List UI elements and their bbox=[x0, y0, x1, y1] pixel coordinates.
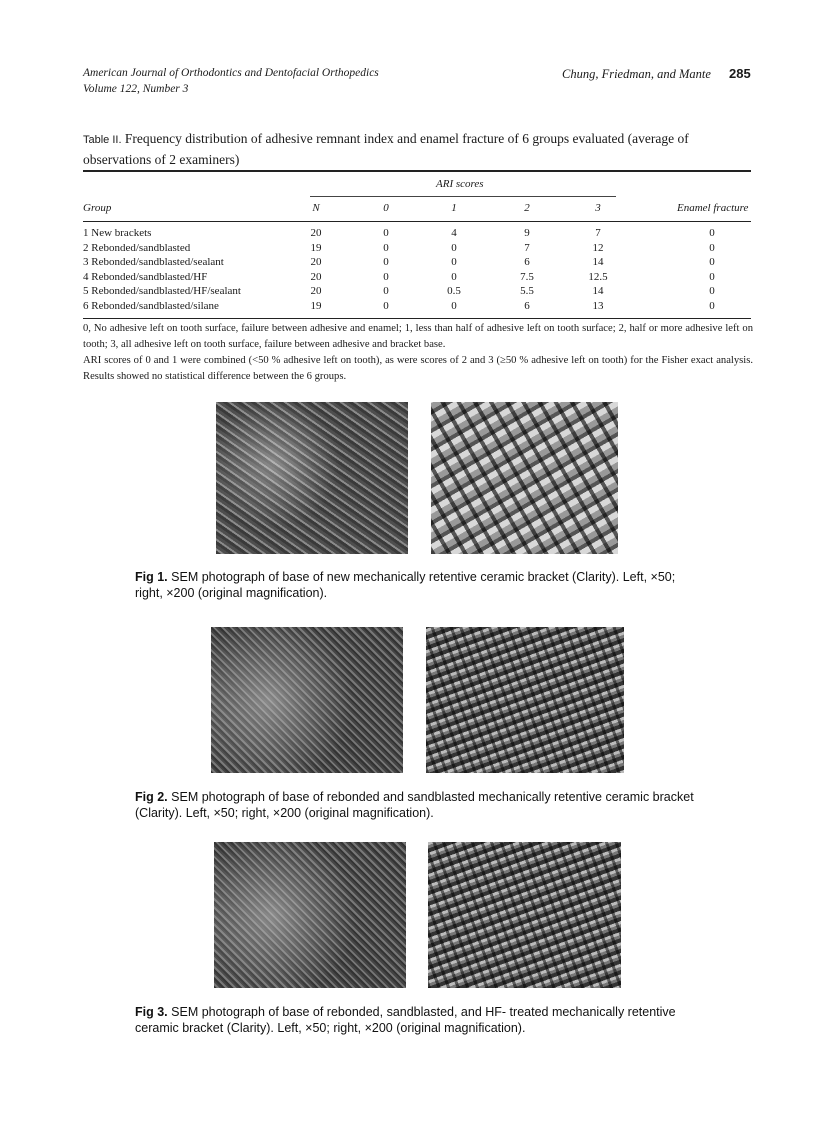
table-footnote-1: 0, No adhesive left on tooth surface, failure between adhesive and enamel; 1, less than half of adhesive left on tooth surface; 2, half or more adhesive left on tooth; 3, all adhesive left on tooth surface, failure between adhesive and bracket base. bbox=[83, 323, 753, 350]
table-cell: 14 bbox=[592, 256, 604, 269]
table-bottom-rule bbox=[83, 318, 751, 319]
page-number: 285 bbox=[729, 66, 751, 81]
col-header-group: Group bbox=[83, 202, 112, 214]
table-cell: 5.5 bbox=[520, 285, 534, 298]
table-top-rule bbox=[83, 170, 751, 172]
table-cell: 0 bbox=[383, 256, 389, 269]
table-cell-group: 3 Rebonded/sandblasted/sealant bbox=[83, 256, 224, 269]
table-cell: 0.5 bbox=[447, 285, 461, 298]
table-cell: 0 bbox=[451, 241, 457, 254]
table-footnote-2: ARI scores of 0 and 1 were combined (<50 % adhesive left on tooth), as were scores of 2 and 3 (≥50 % adhesive left on tooth) for the Fisher exact analysis. Results showed no statistical difference between the 6 groups. bbox=[83, 355, 753, 382]
table-cell: 19 bbox=[310, 300, 322, 312]
col-header-2: 2 bbox=[524, 202, 530, 214]
fig2-label: Fig 2. bbox=[135, 790, 168, 804]
table-cell: 0 bbox=[709, 270, 715, 283]
fig1-left-sem-image bbox=[216, 402, 408, 554]
table-cell: 13 bbox=[592, 300, 604, 312]
fig3-right-sem-image bbox=[428, 842, 621, 988]
table-cell: 9 bbox=[524, 227, 530, 239]
fig2-left-sem-image bbox=[211, 627, 403, 773]
authors: Chung, Friedman, and Mante bbox=[562, 67, 711, 81]
table-cell: 20 bbox=[310, 227, 322, 239]
table-cell: 6 bbox=[524, 300, 530, 312]
col-header-0: 0 bbox=[383, 202, 389, 214]
table-cell: 4 bbox=[451, 227, 457, 239]
fig1-caption bbox=[135, 569, 705, 601]
fig1-right-sem-image bbox=[431, 402, 618, 554]
table-cell: 0 bbox=[383, 270, 389, 283]
table-caption bbox=[83, 129, 751, 169]
table-cell: 20 bbox=[310, 285, 322, 298]
table-cell-group: 2 Rebonded/sandblasted bbox=[83, 241, 191, 254]
col-header-3: 3 bbox=[595, 202, 601, 214]
table-cell: 6 bbox=[524, 256, 530, 269]
col-header-n: N bbox=[312, 202, 320, 214]
table-cell: 19 bbox=[310, 241, 322, 254]
table-label: Table II. bbox=[83, 134, 122, 146]
table-cell: 0 bbox=[709, 285, 715, 298]
fig3-left-sem-image bbox=[214, 842, 406, 988]
table-cell: 7.5 bbox=[520, 270, 534, 283]
fig1-caption-text: SEM photograph of base of new mechanically retentive ceramic bracket (Clarity). Left, ×50; right, ×200 (original magnification). bbox=[135, 570, 676, 600]
table-cell-group: 1 New brackets bbox=[83, 227, 152, 239]
table-cell: 0 bbox=[451, 256, 457, 269]
fig2-caption bbox=[135, 789, 705, 821]
table-header-rule bbox=[83, 221, 751, 222]
fig3-label: Fig 3. bbox=[135, 1005, 168, 1019]
table-cell: 0 bbox=[451, 270, 457, 283]
table-cell: 0 bbox=[383, 227, 389, 239]
table-cell: 20 bbox=[310, 256, 322, 269]
fig2-right-sem-image bbox=[426, 627, 624, 773]
volume-info: Volume 122, Number 3 bbox=[83, 83, 189, 95]
table-cell: 14 bbox=[592, 285, 604, 298]
fig3-caption-text: SEM photograph of base of rebonded, sandblasted, and HF- treated mechanically retentive ceramic bracket (Clarity). Left, ×50; right, ×200 (original magnification). bbox=[135, 1005, 676, 1035]
ari-scores-header: ARI scores bbox=[436, 178, 484, 190]
table-cell-group: 5 Rebonded/sandblasted/HF/sealant bbox=[83, 285, 241, 298]
table-cell: 12.5 bbox=[588, 270, 608, 283]
col-header-1: 1 bbox=[451, 202, 457, 214]
journal-name: American Journal of Orthodontics and Dentofacial Orthopedics bbox=[83, 67, 379, 79]
table-cell: 0 bbox=[709, 227, 715, 239]
table-cell: 0 bbox=[383, 285, 389, 298]
table-cell: 0 bbox=[383, 300, 389, 312]
table-title: Frequency distribution of adhesive remnant index and enamel fracture of 6 groups evaluated (average of observations of 2 examiners) bbox=[83, 131, 689, 167]
table-cell: 7 bbox=[524, 241, 530, 254]
fig1-label: Fig 1. bbox=[135, 570, 168, 584]
table-cell-group: 4 Rebonded/sandblasted/HF bbox=[83, 270, 208, 283]
table-cell-group: 6 Rebonded/sandblasted/silane bbox=[83, 300, 219, 312]
fig3-caption bbox=[135, 1004, 705, 1036]
col-header-enamel-fracture: Enamel fracture bbox=[677, 202, 749, 214]
fig2-caption-text: SEM photograph of base of rebonded and sandblasted mechanically retentive ceramic bracket (Clarity). Left, ×50; right, ×200 (original magnification). bbox=[135, 790, 694, 820]
table-cell: 0 bbox=[451, 300, 457, 312]
table-cell: 7 bbox=[595, 227, 601, 239]
table-cell: 12 bbox=[592, 241, 604, 254]
table-cell: 0 bbox=[709, 241, 715, 254]
table-cell: 0 bbox=[383, 241, 389, 254]
table-cell: 20 bbox=[310, 270, 322, 283]
table-cell: 0 bbox=[709, 300, 715, 312]
ari-header-rule bbox=[310, 196, 616, 197]
table-cell: 0 bbox=[709, 256, 715, 269]
